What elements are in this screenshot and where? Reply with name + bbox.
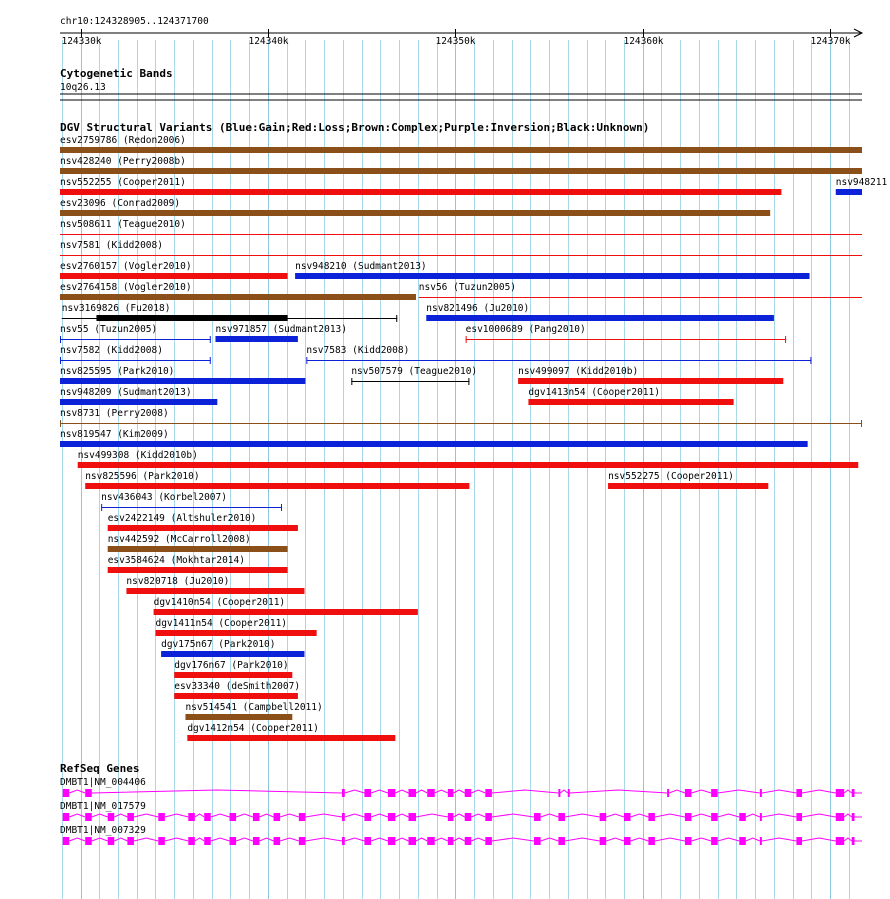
intron-line	[541, 814, 559, 817]
sv-feature-label[interactable]: nsv499097 (Kidd2010b)	[518, 366, 639, 377]
sv-feature-label[interactable]: esv2422149 (Altshuler2010)	[107, 513, 257, 524]
exon-block[interactable]	[127, 837, 134, 845]
exon-block[interactable]	[253, 813, 260, 821]
gene-track	[60, 762, 862, 845]
intron-line	[762, 790, 797, 793]
exon-block[interactable]	[534, 837, 541, 845]
sv-feature[interactable]	[185, 702, 322, 720]
sv-feature-label[interactable]: esv2760157 (Vogler2010)	[60, 261, 192, 272]
sv-feature-label[interactable]: dgv1410n54 (Cooper2011)	[153, 597, 286, 608]
exon-block[interactable]	[852, 813, 855, 821]
exon-block[interactable]	[836, 837, 844, 845]
intron-line	[345, 814, 365, 817]
intron-line	[718, 814, 740, 817]
exon-block[interactable]	[127, 813, 134, 821]
exon-block[interactable]	[364, 789, 371, 797]
exon-block[interactable]	[299, 813, 306, 821]
sv-feature-bar[interactable]	[215, 336, 297, 342]
exon-block[interactable]	[760, 789, 762, 797]
intron-line	[802, 790, 836, 793]
sv-feature-label[interactable]: esv3584624 (Mokhtar2014)	[107, 555, 245, 566]
exon-block[interactable]	[796, 813, 802, 821]
exon-block[interactable]	[711, 789, 718, 797]
exon-block[interactable]	[836, 813, 844, 821]
exon-block[interactable]	[448, 789, 454, 797]
exon-block[interactable]	[230, 813, 237, 821]
intron-line	[345, 838, 365, 841]
intron-line	[565, 814, 600, 817]
dgv-features	[60, 135, 888, 741]
intron-line	[453, 790, 464, 793]
intron-line	[453, 814, 464, 817]
exon-block[interactable]	[600, 813, 607, 821]
sv-feature[interactable]	[60, 135, 862, 153]
exon-block[interactable]	[648, 837, 655, 845]
gene-features	[60, 777, 862, 845]
intron-line	[165, 814, 188, 817]
intron-line	[471, 790, 485, 793]
exon-block[interactable]	[63, 789, 70, 797]
sv-feature-label[interactable]: nsv514541 (Campbell2011)	[185, 702, 323, 713]
track-title-cytoband: Cytogenetic Bands	[60, 67, 173, 80]
ruler-tick-label: 124330k	[61, 36, 102, 47]
sv-feature-bar[interactable]	[426, 315, 774, 321]
intron-line	[560, 790, 567, 793]
intron-line	[691, 814, 711, 817]
exon-block[interactable]	[760, 813, 762, 821]
sv-feature-label[interactable]: nsv7581 (Kidd2008)	[60, 240, 163, 251]
intron-line	[492, 790, 559, 793]
sv-feature-label[interactable]: nsv7583 (Kidd2008)	[306, 345, 410, 356]
intron-line	[416, 838, 427, 841]
sv-feature[interactable]	[187, 723, 395, 741]
intron-line	[762, 838, 797, 841]
sv-feature[interactable]	[60, 408, 862, 427]
exon-block[interactable]	[108, 813, 115, 821]
sv-feature[interactable]	[155, 618, 316, 636]
sv-feature[interactable]	[60, 177, 781, 195]
intron-line	[802, 814, 836, 817]
sv-feature[interactable]	[60, 240, 862, 256]
intron-line	[844, 814, 851, 817]
intron-line	[371, 790, 388, 793]
intron-line	[570, 790, 667, 793]
sv-feature-bar[interactable]	[60, 147, 862, 153]
sv-feature-bar[interactable]	[155, 630, 316, 636]
exon-block[interactable]	[667, 789, 669, 797]
exon-block[interactable]	[739, 837, 746, 845]
cytoband-label[interactable]: 10q26.13	[60, 82, 106, 93]
exon-block[interactable]	[485, 789, 492, 797]
intron-line	[305, 814, 342, 817]
sv-feature-label[interactable]: nsv428240 (Perry2008b)	[60, 156, 186, 167]
intron-line	[92, 814, 108, 817]
exon-block[interactable]	[558, 813, 565, 821]
track-title-dgv: DGV Structural Variants (Blue:Gain;Red:Loss;Brown:Complex;Purple:Inversion;Black:Unknown)	[60, 121, 650, 134]
exon-block[interactable]	[558, 837, 565, 845]
gene-label[interactable]: DMBT1|NM_004406	[60, 777, 146, 788]
sv-feature-label[interactable]: nsv552255 (Cooper2011)	[60, 177, 186, 188]
intron-line	[691, 790, 711, 793]
sv-feature-label[interactable]: dgv175n67 (Park2010)	[161, 639, 276, 650]
exon-block[interactable]	[364, 813, 371, 821]
sv-feature-bar[interactable]	[60, 273, 288, 279]
ruler[interactable]	[60, 16, 862, 47]
sv-feature-bar[interactable]	[161, 651, 304, 657]
sv-feature-bar[interactable]	[60, 294, 416, 300]
exon-block[interactable]	[448, 813, 454, 821]
exon-block[interactable]	[108, 837, 115, 845]
intron-line	[492, 814, 534, 817]
sv-feature-bar[interactable]	[78, 462, 859, 468]
sv-feature[interactable]	[85, 471, 469, 489]
sv-feature-label[interactable]: esv2759786 (Redon2006)	[60, 135, 186, 146]
sv-feature-bar[interactable]	[60, 168, 862, 174]
sv-feature-label[interactable]: esv2764158 (Vogler2010)	[60, 282, 192, 293]
sv-feature-label[interactable]: nsv442592 (McCarroll2008)	[107, 534, 251, 545]
intron-line	[211, 838, 230, 841]
sv-feature-bar[interactable]	[528, 399, 733, 405]
sv-feature-label[interactable]: nsv948210 (Sudmant2013)	[295, 261, 427, 272]
intron-line	[631, 838, 649, 841]
intron-line	[195, 838, 204, 841]
exon-block[interactable]	[408, 837, 415, 845]
sv-feature[interactable]	[154, 597, 418, 615]
exon-block[interactable]	[299, 837, 306, 845]
exon-block[interactable]	[85, 837, 92, 845]
track-title-refseq: RefSeq Genes	[60, 762, 140, 775]
exon-block[interactable]	[465, 837, 472, 845]
intron-line	[280, 814, 299, 817]
sv-feature-bar[interactable]	[108, 567, 288, 573]
gene-label[interactable]: DMBT1|NM_017579	[60, 801, 146, 812]
sv-feature[interactable]	[60, 261, 288, 279]
exon-block[interactable]	[342, 789, 345, 797]
sv-feature[interactable]	[174, 681, 300, 699]
exon-block[interactable]	[465, 789, 472, 797]
intron-line	[453, 838, 464, 841]
sv-feature-bar[interactable]	[154, 609, 418, 615]
exon-block[interactable]	[685, 837, 692, 845]
exon-block[interactable]	[624, 813, 631, 821]
intron-line	[395, 790, 408, 793]
sv-feature-label[interactable]: nsv7582 (Kidd2008)	[60, 345, 163, 356]
sv-feature[interactable]	[306, 345, 811, 364]
sv-feature-label[interactable]: nsv507579 (Teague2010)	[351, 366, 478, 377]
ruler-tick-label: 124350k	[435, 36, 476, 47]
exon-block[interactable]	[158, 837, 165, 845]
sv-feature-bar[interactable]	[126, 588, 304, 594]
sv-feature-label[interactable]: nsv971857 (Sudmant2013)	[215, 324, 348, 335]
intron-line	[416, 814, 448, 817]
sv-feature-label[interactable]: dgv1412n54 (Cooper2011)	[187, 723, 319, 734]
exon-block[interactable]	[85, 789, 92, 797]
exon-block[interactable]	[558, 789, 560, 797]
intron-line	[492, 838, 534, 841]
sv-feature[interactable]	[60, 282, 416, 300]
intron-line	[718, 838, 740, 841]
intron-line	[746, 838, 760, 841]
exon-block[interactable]	[274, 813, 281, 821]
intron-line	[395, 838, 408, 841]
gene-transcript[interactable]	[60, 825, 862, 845]
exon-block[interactable]	[600, 837, 607, 845]
exon-block[interactable]	[85, 813, 92, 821]
sv-feature-bar[interactable]	[60, 189, 781, 195]
exon-block[interactable]	[158, 813, 165, 821]
exon-block[interactable]	[63, 813, 70, 821]
exon-block[interactable]	[852, 789, 855, 797]
sv-feature[interactable]	[126, 576, 304, 594]
sv-feature-bar[interactable]	[108, 525, 298, 531]
sv-feature[interactable]	[60, 429, 808, 447]
exon-block[interactable]	[188, 813, 195, 821]
exon-block[interactable]	[465, 813, 472, 821]
sv-feature-bar[interactable]	[60, 210, 770, 216]
exon-block[interactable]	[188, 837, 195, 845]
sv-feature-label[interactable]: nsv825595 (Park2010)	[60, 366, 175, 377]
sv-feature[interactable]	[60, 156, 862, 174]
sv-feature-label[interactable]: nsv56 (Tuzun2005)	[418, 282, 517, 293]
sv-feature[interactable]	[60, 345, 211, 364]
sv-feature[interactable]	[60, 198, 770, 216]
sv-feature-label[interactable]: nsv8731 (Perry2008)	[60, 408, 169, 419]
sv-feature[interactable]	[836, 177, 888, 195]
exon-block[interactable]	[388, 813, 395, 821]
exon-block[interactable]	[711, 837, 718, 845]
sv-feature[interactable]	[60, 366, 305, 384]
cytoband-track	[60, 67, 862, 100]
intron-line	[395, 814, 408, 817]
exon-block[interactable]	[342, 837, 345, 845]
intron-line	[211, 814, 230, 817]
sv-feature-bar[interactable]	[60, 378, 305, 384]
sv-feature-bar[interactable]	[108, 546, 288, 552]
sv-feature-label[interactable]: nsv819547 (Kim2009)	[60, 429, 169, 440]
intron-line	[416, 790, 427, 793]
sv-feature[interactable]	[60, 219, 862, 235]
intron-line	[565, 838, 600, 841]
exon-block[interactable]	[427, 837, 434, 845]
sv-feature[interactable]	[161, 639, 304, 657]
exon-block[interactable]	[253, 837, 260, 845]
intron-line	[280, 838, 299, 841]
intron-line	[471, 838, 485, 841]
exon-block[interactable]	[230, 837, 237, 845]
dgv-track	[60, 121, 888, 741]
sv-feature[interactable]	[62, 303, 397, 322]
intron-line	[541, 838, 559, 841]
sv-feature[interactable]	[518, 366, 783, 384]
intron-line	[195, 814, 204, 817]
exon-block[interactable]	[836, 789, 844, 797]
intron-line	[844, 838, 851, 841]
intron-line	[236, 814, 253, 817]
intron-line	[691, 838, 711, 841]
intron-line	[69, 838, 85, 841]
exon-block[interactable]	[408, 813, 415, 821]
sv-feature-bar[interactable]	[185, 714, 292, 720]
exon-block[interactable]	[485, 837, 492, 845]
sv-feature-label[interactable]: nsv3169826 (Fu2018)	[61, 303, 171, 314]
intron-line	[114, 814, 127, 817]
sv-feature-bar[interactable]	[174, 693, 298, 699]
intron-line	[631, 814, 649, 817]
exon-block[interactable]	[274, 837, 281, 845]
intron-line	[92, 838, 108, 841]
sv-feature-bar[interactable]	[174, 672, 292, 678]
intron-line	[435, 838, 448, 841]
intron-line	[606, 814, 624, 817]
gene-label[interactable]: DMBT1|NM_007329	[60, 825, 146, 836]
sv-feature-bar[interactable]	[518, 378, 783, 384]
exon-block[interactable]	[408, 789, 415, 797]
exon-block[interactable]	[568, 789, 570, 797]
sv-feature-label[interactable]: nsv825596 (Park2010)	[85, 471, 200, 482]
ruler-tick-label: 124360k	[623, 36, 664, 47]
sv-feature[interactable]	[351, 366, 477, 385]
exon-block[interactable]	[685, 789, 692, 797]
region-label: chr10:124328905..124371700	[60, 16, 209, 27]
sv-feature-label[interactable]: dgv176n67 (Park2010)	[174, 660, 289, 671]
sv-feature-label[interactable]: nsv55 (Tuzun2005)	[60, 324, 158, 335]
exon-block[interactable]	[204, 837, 211, 845]
sv-feature-bar[interactable]	[85, 483, 469, 489]
intron-line	[762, 814, 797, 817]
sv-feature-bar[interactable]	[187, 735, 395, 741]
sv-feature[interactable]	[78, 450, 859, 468]
intron-line	[134, 838, 158, 841]
intron-line	[371, 814, 388, 817]
intron-line	[259, 814, 273, 817]
intron-line	[114, 838, 127, 841]
intron-line	[134, 814, 158, 817]
intron-line	[606, 838, 624, 841]
sv-feature-label[interactable]: esv33340 (deSmith2007)	[174, 681, 301, 692]
intron-line	[165, 838, 188, 841]
sv-feature-label[interactable]: esv1000689 (Pang2010)	[465, 324, 586, 335]
sv-feature[interactable]	[215, 324, 347, 342]
intron-line	[471, 814, 485, 817]
intron-line	[669, 790, 685, 793]
exon-block[interactable]	[852, 837, 855, 845]
exon-block[interactable]	[685, 813, 692, 821]
exon-block[interactable]	[364, 837, 371, 845]
sv-feature[interactable]	[419, 282, 862, 298]
sv-feature[interactable]	[608, 471, 768, 489]
gene-transcript[interactable]	[60, 801, 862, 821]
intron-line	[655, 814, 685, 817]
intron-line	[655, 838, 685, 841]
sv-feature-bar[interactable]	[295, 273, 809, 279]
sv-feature-bar[interactable]	[60, 441, 808, 447]
sv-feature-bar[interactable]	[60, 399, 217, 405]
sv-feature-label[interactable]: nsv508611 (Teague2010)	[60, 219, 186, 230]
intron-line	[371, 838, 388, 841]
intron-line	[69, 814, 85, 817]
sv-feature[interactable]	[101, 492, 282, 511]
sv-feature[interactable]	[295, 261, 809, 279]
ruler-ticks	[61, 29, 850, 47]
ruler-tick-label: 124370k	[810, 36, 851, 47]
exon-block[interactable]	[63, 837, 70, 845]
exon-block[interactable]	[760, 837, 762, 845]
sv-feature-label[interactable]: nsv552275 (Cooper2011)	[608, 471, 734, 482]
exon-block[interactable]	[648, 813, 655, 821]
intron-line	[92, 790, 342, 793]
sv-feature-bar[interactable]	[836, 189, 862, 195]
exon-block[interactable]	[388, 789, 395, 797]
exon-block[interactable]	[448, 837, 454, 845]
intron-line	[69, 790, 85, 793]
exon-block[interactable]	[796, 789, 802, 797]
exon-block[interactable]	[796, 837, 802, 845]
intron-line	[305, 838, 342, 841]
sv-feature-label[interactable]: nsv948209 (Sudmant2013)	[60, 387, 192, 398]
sv-feature[interactable]	[108, 534, 288, 552]
sv-feature[interactable]	[60, 387, 217, 405]
intron-line	[802, 838, 836, 841]
intron-line	[236, 838, 253, 841]
sv-feature-label[interactable]: nsv948211	[835, 177, 888, 188]
exon-block[interactable]	[388, 837, 395, 845]
intron-line	[746, 814, 760, 817]
sv-feature-label[interactable]: nsv436043 (Korbel2007)	[101, 492, 227, 503]
intron-line	[718, 790, 760, 793]
exon-block[interactable]	[204, 813, 211, 821]
sv-feature-label[interactable]: dgv1411n54 (Cooper2011)	[155, 618, 288, 629]
sv-feature[interactable]	[528, 387, 733, 405]
intron-line	[259, 838, 273, 841]
sv-feature[interactable]	[466, 324, 786, 343]
gene-transcript[interactable]	[60, 777, 862, 797]
ruler-tick-label: 124340k	[248, 36, 289, 47]
sv-feature-bar[interactable]	[96, 315, 287, 321]
sv-feature-label[interactable]: nsv820718 (Ju2010)	[126, 576, 230, 587]
sv-feature-label[interactable]: nsv821496 (Ju2010)	[426, 303, 530, 314]
sv-feature[interactable]	[108, 555, 288, 573]
intron-line	[345, 790, 365, 793]
intron-line	[435, 790, 448, 793]
exon-block[interactable]	[342, 813, 345, 821]
exon-block[interactable]	[534, 813, 541, 821]
sv-feature-label[interactable]: esv23096 (Conrad2009)	[60, 198, 181, 209]
exon-block[interactable]	[711, 813, 718, 821]
exon-block[interactable]	[485, 813, 492, 821]
exon-block[interactable]	[427, 789, 434, 797]
sv-feature[interactable]	[60, 324, 211, 343]
sv-feature-label[interactable]: dgv1413n54 (Cooper2011)	[528, 387, 660, 398]
exon-block[interactable]	[624, 837, 631, 845]
exon-block[interactable]	[739, 813, 746, 821]
sv-feature[interactable]	[108, 513, 298, 531]
sv-feature-bar[interactable]	[608, 483, 768, 489]
sv-feature-label[interactable]: nsv499308 (Kidd2010b)	[77, 450, 198, 461]
sv-feature[interactable]	[426, 303, 774, 321]
sv-feature[interactable]	[174, 660, 292, 678]
intron-line	[844, 790, 851, 793]
